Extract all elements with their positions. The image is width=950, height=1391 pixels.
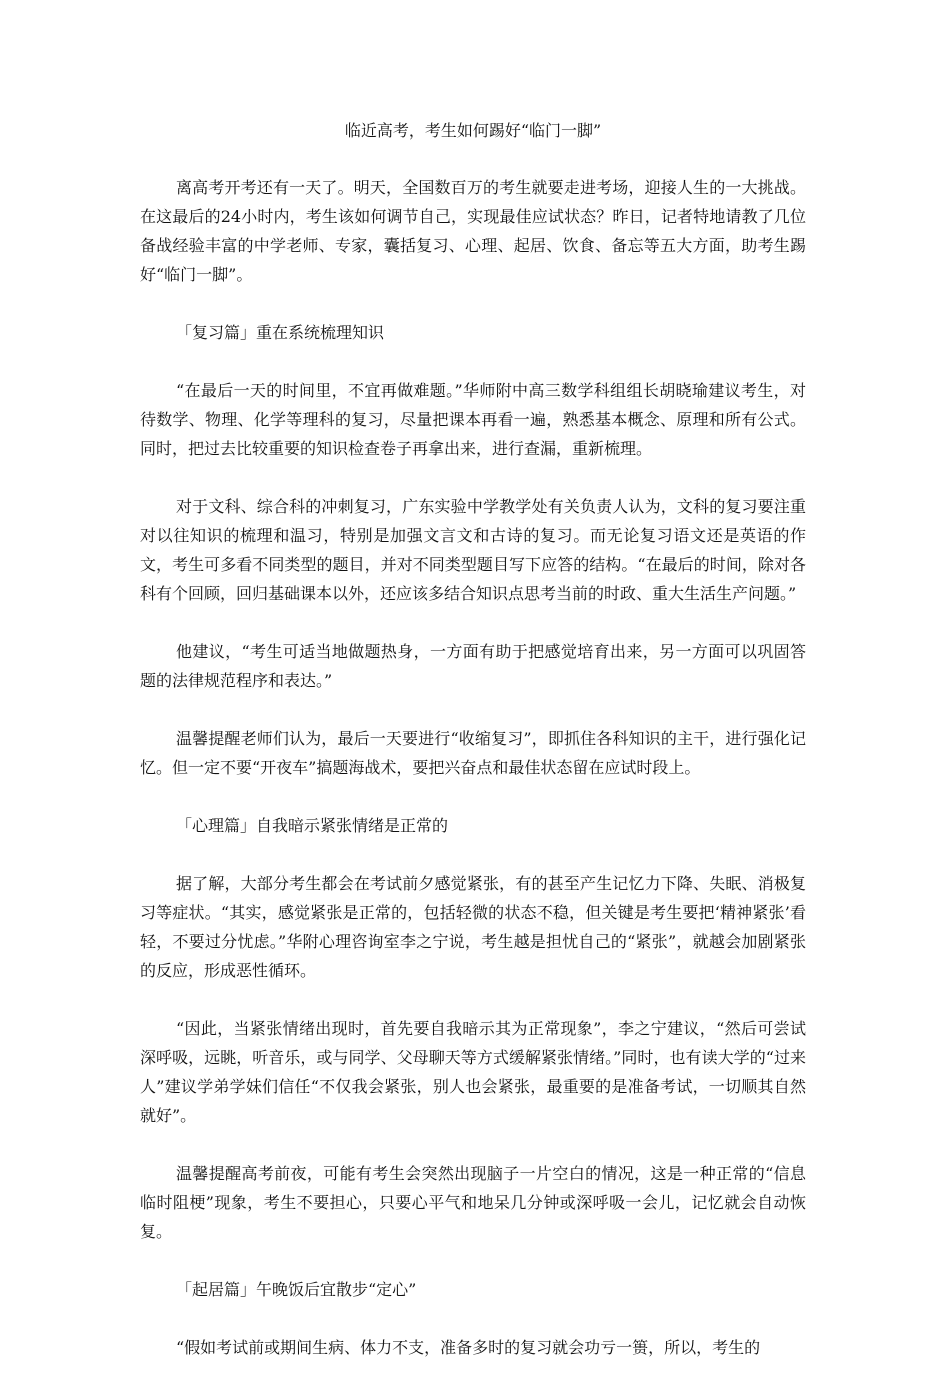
body-paragraph: “假如考试前或期间生病、体力不支，准备多时的复习就会功亏一篑，所以，考生的 (176, 1338, 761, 1357)
section-heading-routine: 「起居篇」午晚饭后宜散步“定心” (176, 1280, 417, 1299)
body-paragraph: 他建议，“考生可适当地做题热身，一方面有助于把感觉培育出来，另一方面可以巩固答题的法律规范程序和表达。” (140, 642, 806, 690)
document-page (140, 118, 806, 1391)
body-paragraph: 温馨提醒高考前夜，可能有考生会突然出现脑子一片空白的情况，这是一种正常的“信息临时阻梗”现象，考生不要担心，只要心平气和地呆几分钟或深呼吸一会儿，记忆就会自动恢复。 (140, 1164, 806, 1241)
body-paragraph: 温馨提醒老师们认为，最后一天要进行“收缩复习”，即抓住各科知识的主干，进行强化记忆。但一定不要“开夜车”搞题海战术，要把兴奋点和最佳状态留在应试时段上。 (140, 729, 806, 777)
document-title: 临近高考，考生如何踢好“临门一脚” (344, 121, 602, 140)
body-paragraph: “因此，当紧张情绪出现时，首先要自我暗示其为正常现象”，李之宁建议，“然后可尝试深呼吸，远眺，听音乐，或与同学、父母聊天等方式缓解紧张情绪。”同时，也有读大学的“过来人”建议学弟学妹们信任“不仅我会紧张，别人也会紧张，最重要的是准备考试，一切顺其自然就好”。 (140, 1019, 806, 1125)
section-heading-psychology: 「心理篇」自我暗示紧张情绪是正常的 (176, 816, 449, 835)
intro-paragraph: 离高考开考还有一天了。明天，全国数百万的考生就要走进考场，迎接人生的一大挑战。在这最后的24小时内，考生该如何调节自己，实现最佳应试状态？昨日，记者特地请教了几位备战经验丰富的中学老师、专家，囊括复习、心理、起居、饮食、备忘等五大方面，助考生踢好“临门一脚”。 (140, 178, 806, 284)
body-paragraph: 对于文科、综合科的冲刺复习，广东实验中学教学处有关负责人认为，文科的复习要注重对以往知识的梳理和温习，特别是加强文言文和古诗的复习。而无论复习语文还是英语的作文，考生可多看不同类型的题目，并对不同类型题目写下应答的结构。“在最后的时间，除对各科有个回顾，回归基础课本以外，还应该多结合知识点思考当前的时政、重大生活生产问题。” (140, 497, 806, 603)
body-paragraph: 据了解，大部分考生都会在考试前夕感觉紧张，有的甚至产生记忆力下降、失眠、消极复习等症状。“其实，感觉紧张是正常的，包括轻微的状态不稳，但关键是考生要把‘精神紧张’看轻，不要过分忧虑。”华附心理咨询室李之宁说，考生越是担忧自己的“紧张”，就越会加剧紧张的反应，形成恶性循环。 (140, 874, 806, 980)
body-paragraph: “在最后一天的时间里，不宜再做难题。”华师附中高三数学科组组长胡晓瑜建议考生，对待数学、物理、化学等理科的复习，尽量把课本再看一遍，熟悉基本概念、原理和所有公式。同时，把过去比较重要的知识检查卷子再拿出来，进行查漏，重新梳理。 (140, 381, 806, 458)
section-heading-review: 「复习篇」重在系统梳理知识 (176, 323, 385, 342)
